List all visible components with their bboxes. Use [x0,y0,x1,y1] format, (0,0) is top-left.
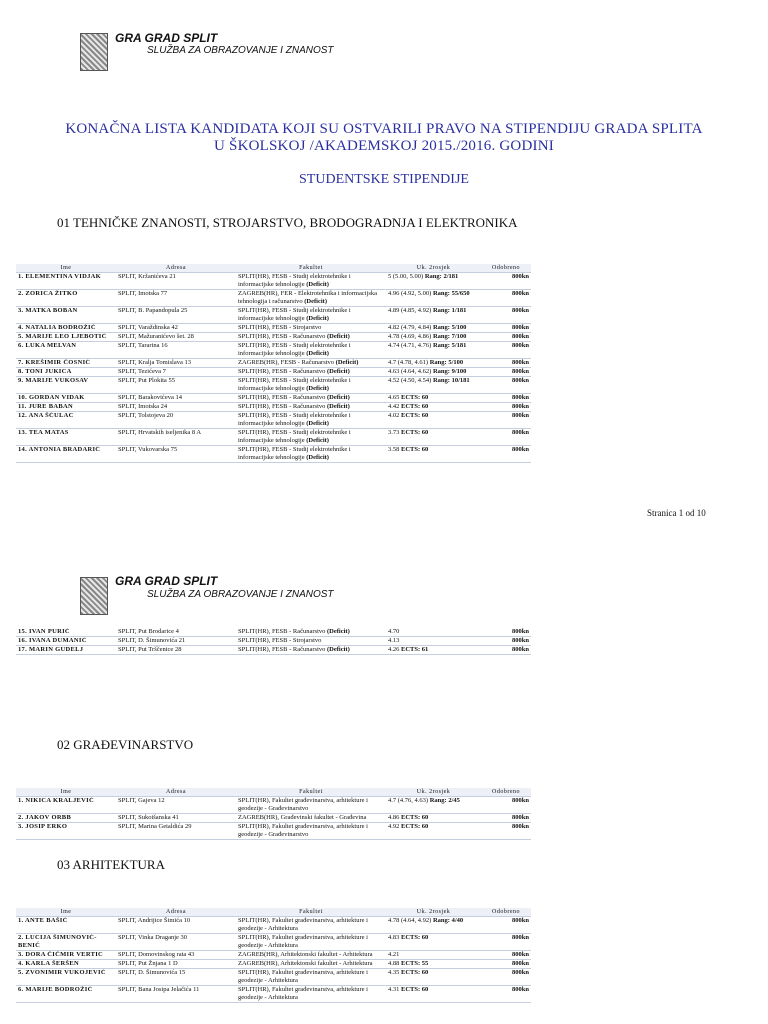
scholarship-amount: 800kn [481,446,531,463]
grade-rank: Rang: 5/100 [432,324,467,331]
table-row [16,986,531,1003]
grade-rank: Rang: 5/181 [432,342,467,349]
candidate-name: 5. ZVONIMIR VUKOJEVIĆ [16,969,116,986]
grade-value: 4.31 [388,986,400,993]
scholarship-amount: 800kn [481,934,531,951]
table-row [16,951,531,960]
page-number: Stranica 1 od 10 [647,508,706,518]
faculty-name: SPLIT(HR), FESB - Strojarstvo [238,324,322,331]
candidate-faculty [236,960,386,969]
table-row [16,628,531,637]
column-header-address: Adresa [116,908,236,917]
candidate-address: SPLIT, Imotska 24 [116,403,236,412]
table-row [16,359,531,368]
faculty-name: SPLIT(HR), FESB - Studij elektrotehnike i informacijske tehnologije [238,429,351,444]
candidate-grade [386,986,481,1003]
faculty-name: SPLIT(HR), FESB - Strojarstvo [238,637,322,644]
grade-rank: Rang: 4/40 [432,917,464,924]
table-row [16,307,531,324]
table-row [16,969,531,986]
grade-value: 4.86 [388,814,400,821]
grade-rank: ECTS: 60 [401,823,429,830]
scholarship-amount: 800kn [481,429,531,446]
grade-rank: Rang: 9/100 [432,368,467,375]
candidate-name: 12. ANA ŠĆULAC [16,412,116,429]
candidate-grade [386,814,481,823]
candidate-grade [386,637,481,646]
column-header-name: Ime [16,264,116,273]
faculty-name: ZAGREB(HR), FER - Elektrotehnika i informacijska tehnologija i računarstvo [238,290,378,305]
deficit-tag: (Deficit) [327,368,350,375]
candidate-grade [386,628,481,637]
grade-rank: Rang: 2/181 [424,273,459,280]
faculty-name: SPLIT(HR), FESB - Studij elektrotehnike i informacijske tehnologije [238,273,351,288]
header-dept: SLUŽBA ZA OBRAZOVANJE I ZNANOST [147,45,334,56]
table-row [16,934,531,951]
candidate-address: SPLIT, Andrijice Šimića 10 [116,917,236,934]
grade-rank: ECTS: 60 [401,394,429,401]
candidate-name: 6. LUKA MELVAN [16,342,116,359]
column-header-name: Ime [16,788,116,797]
scholarship-amount: 800kn [481,324,531,333]
scholarship-amount: 800kn [481,960,531,969]
section-title-tehnicke: 01 TEHNIČKE ZNANOSTI, STROJARSTVO, BRODOGRADNJA I ELEKTRONIKA [57,215,518,230]
candidate-grade [386,951,481,960]
candidate-address: SPLIT, Vukovarska 75 [116,446,236,463]
candidate-faculty [236,823,386,840]
grade-rank: ECTS: 61 [401,646,429,653]
table-gradevinarstvo [16,788,531,840]
candidate-faculty [236,446,386,463]
deficit-tag: (Deficit) [327,628,350,635]
column-header-faculty: Fakultet [236,788,386,797]
grade-value: 3.58 [388,446,400,453]
grade-rank: Rang: 55/650 [432,290,470,297]
grade-value: 4.02 [388,412,400,419]
candidate-address: SPLIT, Imotska 77 [116,290,236,307]
candidate-address: SPLIT, Sukoišanska 41 [116,814,236,823]
column-header-grade: Uk. 2rosjek [386,908,481,917]
candidate-grade [386,359,481,368]
document-subtitle: STUDENTSKE STIPENDIJE [299,172,469,187]
grade-value: 4.82 (4.79, 4.84) [388,324,432,331]
candidate-faculty [236,342,386,359]
grade-value: 4.78 (4.69, 4.86) [388,333,432,340]
scholarship-amount: 800kn [481,412,531,429]
faculty-name: SPLIT(HR), FESB - Računarstvo [238,333,326,340]
deficit-tag: (Deficit) [306,350,329,357]
candidate-name: 3. DORA ČIČMIR VERTIC [16,951,116,960]
candidate-address: SPLIT, Domovinskog rata 43 [116,951,236,960]
deficit-tag: (Deficit) [306,281,329,288]
faculty-name: SPLIT(HR), Fakultet građevinarstva, arhitekture i geodezije - Građevinarstvo [238,823,368,838]
grade-rank: ECTS: 60 [401,446,429,453]
candidate-faculty [236,429,386,446]
candidate-name: 17. MARIN GUDELJ [16,646,116,655]
scholarship-amount: 800kn [481,797,531,814]
table-header-row [16,908,531,917]
column-header-faculty: Fakultet [236,264,386,273]
grade-rank: ECTS: 60 [401,969,429,976]
scholarship-amount: 800kn [481,628,531,637]
grade-value: 4.26 [388,646,400,653]
scholarship-amount: 800kn [481,823,531,840]
deficit-tag: (Deficit) [327,646,350,653]
table-row [16,823,531,840]
scholarship-amount: 800kn [481,403,531,412]
candidate-faculty [236,917,386,934]
section-title-gradevinarstvo: 02 GRAĐEVINARSTVO [57,737,194,752]
scholarship-amount: 800kn [481,951,531,960]
header-dept: SLUŽBA ZA OBRAZOVANJE I ZNANOST [147,589,334,600]
candidate-name: 1. ELEMENTINA VIDJAK [16,273,116,290]
faculty-name: ZAGREB(HR), Građevinski fakultet - Građevina [238,814,367,821]
candidate-faculty [236,307,386,324]
scholarship-amount: 800kn [481,290,531,307]
faculty-name: SPLIT(HR), FESB - Računarstvo [238,403,326,410]
table-row [16,429,531,446]
candidate-grade [386,797,481,814]
scholarship-amount: 800kn [481,986,531,1003]
grade-value: 4.52 (4.50, 4.54) [388,377,432,384]
candidate-address: SPLIT, Gajeva 12 [116,797,236,814]
candidate-faculty [236,403,386,412]
grade-rank: Rang: 7/100 [432,333,467,340]
faculty-name: SPLIT(HR), FESB - Računarstvo [238,646,326,653]
candidate-grade [386,960,481,969]
candidate-faculty [236,969,386,986]
deficit-tag: (Deficit) [306,385,329,392]
candidate-faculty [236,333,386,342]
candidate-faculty [236,377,386,394]
document-title-line2: U ŠKOLSKOJ /AKADEMSKOJ 2015./2016. GODINI [214,138,554,154]
candidate-address: SPLIT, B. Papandopula 25 [116,307,236,324]
faculty-name: ZAGREB(HR), Arhitektonski fakultet - Arhitektura [238,951,373,958]
grade-value: 4.70 [388,628,400,635]
candidate-grade [386,917,481,934]
scholarship-amount: 800kn [481,377,531,394]
table-row [16,333,531,342]
scholarship-amount: 800kn [481,333,531,342]
grade-value: 4.13 [388,637,400,644]
candidate-address: SPLIT, D. Šimunovića 15 [116,969,236,986]
column-header-grade: Uk. 2rosjek [386,788,481,797]
table-row [16,342,531,359]
candidate-name: 7. KREŠIMIR ČOSNIĆ [16,359,116,368]
faculty-name: SPLIT(HR), Fakultet građevinarstva, arhitekture i geodezije - Arhitektura [238,986,368,1001]
candidate-grade [386,646,481,655]
table-arhitektura [16,908,531,1003]
candidate-address: SPLIT, Kržanićeva 21 [116,273,236,290]
scholarship-amount: 800kn [481,307,531,324]
grade-rank: ECTS: 60 [401,429,429,436]
faculty-name: SPLIT(HR), FESB - Studij elektrotehnike i informacijske tehnologije [238,307,351,322]
candidate-name: 11. JURE BABAN [16,403,116,412]
scholarship-amount: 800kn [481,394,531,403]
candidate-faculty [236,986,386,1003]
candidate-grade [386,429,481,446]
candidate-name: 1. NIKICA KRALJEVIĆ [16,797,116,814]
deficit-tag: (Deficit) [306,454,329,461]
candidate-address: SPLIT, Vinka Draganje 30 [116,934,236,951]
candidate-faculty [236,273,386,290]
table-tehnicke [16,264,531,463]
table-row [16,324,531,333]
candidate-address: SPLIT, Put Žnjana 1 D [116,960,236,969]
table-row [16,646,531,655]
table-row [16,403,531,412]
scholarship-amount: 800kn [481,342,531,359]
faculty-name: SPLIT(HR), FESB - Studij elektrotehnike i informacijske tehnologije [238,342,351,357]
table-row [16,814,531,823]
table-tehnicke-continued [16,628,531,655]
candidate-address: SPLIT, Barakovićeva 14 [116,394,236,403]
column-header-grade: Uk. 2rosjek [386,264,481,273]
candidate-address: SPLIT, Tararina 16 [116,342,236,359]
document-title-line1: KONAČNA LISTA KANDIDATA KOJI SU OSTVARILI PRAVO NA STIPENDIJU GRADA SPLITA [65,121,703,137]
scholarship-amount: 800kn [481,969,531,986]
faculty-name: SPLIT(HR), FESB - Računarstvo [238,394,326,401]
candidate-name: 10. GORDAN VIDAK [16,394,116,403]
grade-value: 4.78 (4.64, 4.92) [388,917,432,924]
candidate-name: 13. TEA MATAS [16,429,116,446]
candidate-address: SPLIT, Kralja Tomislava 13 [116,359,236,368]
candidate-grade [386,823,481,840]
column-header-amount: Odobreno [481,264,531,273]
table-row [16,290,531,307]
candidate-address: SPLIT, Put Brodarice 4 [116,628,236,637]
scholarship-amount: 800kn [481,646,531,655]
grade-value: 4.7 (4.76, 4.63) [388,797,429,804]
grade-rank: Rang: 10/181 [432,377,470,384]
candidate-name: 2. LUCIJA ŠIMUNOVIĆ-BENIĆ [16,934,116,951]
deficit-tag: (Deficit) [306,315,329,322]
table-row [16,377,531,394]
scholarship-amount: 800kn [481,814,531,823]
candidate-faculty [236,324,386,333]
grade-value: 4.63 (4.64, 4.62) [388,368,432,375]
column-header-address: Adresa [116,788,236,797]
candidate-name: 4. KARLA ŠERŠEN [16,960,116,969]
table-header-row [16,264,531,273]
table-row [16,368,531,377]
grade-value: 4.21 [388,951,400,958]
city-crest-icon [80,33,108,71]
grade-rank: ECTS: 60 [401,986,429,993]
candidate-address: SPLIT, Hrvatskih iseljenika 8 A [116,429,236,446]
table-row [16,446,531,463]
faculty-name: SPLIT(HR), FESB - Studij elektrotehnike i informacijske tehnologije [238,412,351,427]
candidate-grade [386,446,481,463]
grade-rank: ECTS: 60 [401,934,429,941]
candidate-faculty [236,951,386,960]
candidate-name: 1. ANTE BAŠIĆ [16,917,116,934]
candidate-name: 14. ANTONIA BRADARIĆ [16,446,116,463]
candidate-grade [386,273,481,290]
candidate-grade [386,412,481,429]
candidate-address: SPLIT, Marina Getaldića 29 [116,823,236,840]
candidate-grade [386,394,481,403]
faculty-name: SPLIT(HR), FESB - Računarstvo [238,628,326,635]
table-row [16,797,531,814]
candidate-name: 8. TONI JUKICA [16,368,116,377]
candidate-name: 2. ZORICA ŽITKO [16,290,116,307]
candidate-grade [386,934,481,951]
deficit-tag: (Deficit) [306,420,329,427]
faculty-name: SPLIT(HR), FESB - Studij elektrotehnike i informacijske tehnologije [238,377,351,392]
column-header-faculty: Fakultet [236,908,386,917]
grade-rank: ECTS: 60 [401,412,429,419]
candidate-faculty [236,394,386,403]
faculty-name: SPLIT(HR), FESB - Računarstvo [238,368,326,375]
column-header-address: Adresa [116,264,236,273]
grade-value: 4.83 [388,934,400,941]
candidate-faculty [236,359,386,368]
candidate-name: 6. MARIJE BODROŽIĆ [16,986,116,1003]
faculty-name: SPLIT(HR), Fakultet građevinarstva, arhitekture i geodezije - Arhitektura [238,969,368,984]
grade-rank: Rang: 1/181 [432,307,467,314]
grade-rank: ECTS: 60 [401,403,429,410]
deficit-tag: (Deficit) [327,333,350,340]
grade-value: 5 (5.00, 5.00) [388,273,424,280]
candidate-address: SPLIT, Tolstojeva 20 [116,412,236,429]
candidate-name: 3. MATKA BOBAN [16,307,116,324]
candidate-grade [386,290,481,307]
deficit-tag: (Deficit) [335,359,359,366]
candidate-grade [386,403,481,412]
grade-value: 4.7 (4.78, 4.61) [388,359,429,366]
city-crest-icon [80,577,108,615]
grade-value: 4.42 [388,403,400,410]
candidate-address: SPLIT, Mažuranićevo šet. 28 [116,333,236,342]
candidate-faculty [236,368,386,377]
candidate-grade [386,969,481,986]
column-header-amount: Odobreno [481,908,531,917]
grade-rank: ECTS: 55 [401,960,429,967]
candidate-faculty [236,814,386,823]
grade-value: 4.92 [388,823,400,830]
table-header-row [16,788,531,797]
faculty-name: SPLIT(HR), Fakultet građevinarstva, arhitekture i geodezije - Građevinarstvo [238,797,368,812]
candidate-address: SPLIT, D. Šimunovića 21 [116,637,236,646]
candidate-faculty [236,412,386,429]
candidate-name: 2. JAKOV ORBB [16,814,116,823]
scholarship-amount: 800kn [481,359,531,368]
table-row [16,394,531,403]
candidate-faculty [236,637,386,646]
header-org: GRA GRAD SPLIT [115,31,218,45]
scholarship-amount: 800kn [481,637,531,646]
deficit-tag: (Deficit) [327,394,350,401]
column-header-name: Ime [16,908,116,917]
candidate-name: 4. NATALIA BODROŽIĆ [16,324,116,333]
candidate-address: SPLIT, Varaždinska 42 [116,324,236,333]
candidate-name: 16. IVANA DUMANIĆ [16,637,116,646]
candidate-faculty [236,797,386,814]
candidate-grade [386,377,481,394]
grade-value: 4.35 [388,969,400,976]
deficit-tag: (Deficit) [327,403,350,410]
candidate-faculty [236,934,386,951]
grade-value: 4.74 (4.71, 4.76) [388,342,432,349]
table-row [16,412,531,429]
scholarship-amount: 800kn [481,917,531,934]
header-org: GRA GRAD SPLIT [115,574,218,588]
faculty-name: SPLIT(HR), FESB - Studij elektrotehnike i informacijske tehnologije [238,446,351,461]
faculty-name: SPLIT(HR), Fakultet građevinarstva, arhitekture i geodezije - Arhitektura [238,917,368,932]
candidate-grade [386,324,481,333]
grade-rank: Rang: 5/100 [429,359,464,366]
grade-value: 4.89 (4.85, 4.92) [388,307,432,314]
grade-value: 3.73 [388,429,400,436]
candidate-name: 15. IVAN PURIĆ [16,628,116,637]
scholarship-amount: 800kn [481,368,531,377]
faculty-name: ZAGREB(HR), FESB - Računarstvo [238,359,335,366]
candidate-address: SPLIT, Put Plokita 55 [116,377,236,394]
candidate-name: 9. MARIJE VUKOSAV [16,377,116,394]
candidate-faculty [236,646,386,655]
grade-value: 4.88 [388,960,400,967]
grade-value: 4.65 [388,394,400,401]
faculty-name: ZAGREB(HR), Arhitektonski fakultet - Arhitektura [238,960,373,967]
column-header-amount: Odobreno [481,788,531,797]
grade-rank: Rang: 2/45 [429,797,460,804]
grade-value: 4.96 (4.92, 5.00) [388,290,432,297]
deficit-tag: (Deficit) [304,298,327,305]
candidate-name: 5. MARIJE LEO LJEBOTIĆ [16,333,116,342]
section-title-arhitektura: 03 ARHITEKTURA [57,857,165,872]
candidate-address: SPLIT, Put Trščenice 28 [116,646,236,655]
candidate-grade [386,333,481,342]
candidate-address: SPLIT, Bana Josipa Jelačića 11 [116,986,236,1003]
grade-rank: ECTS: 60 [401,814,429,821]
table-row [16,637,531,646]
candidate-name: 3. JOSIP ERKO [16,823,116,840]
candidate-address: SPLIT, Tezićeva 7 [116,368,236,377]
candidate-grade [386,307,481,324]
candidate-grade [386,342,481,359]
table-row [16,917,531,934]
deficit-tag: (Deficit) [306,437,329,444]
scholarship-amount: 800kn [481,273,531,290]
table-row [16,273,531,290]
candidate-grade [386,368,481,377]
candidate-faculty [236,290,386,307]
table-row [16,960,531,969]
candidate-faculty [236,628,386,637]
faculty-name: SPLIT(HR), Fakultet građevinarstva, arhitekture i geodezije - Arhitektura [238,934,368,949]
